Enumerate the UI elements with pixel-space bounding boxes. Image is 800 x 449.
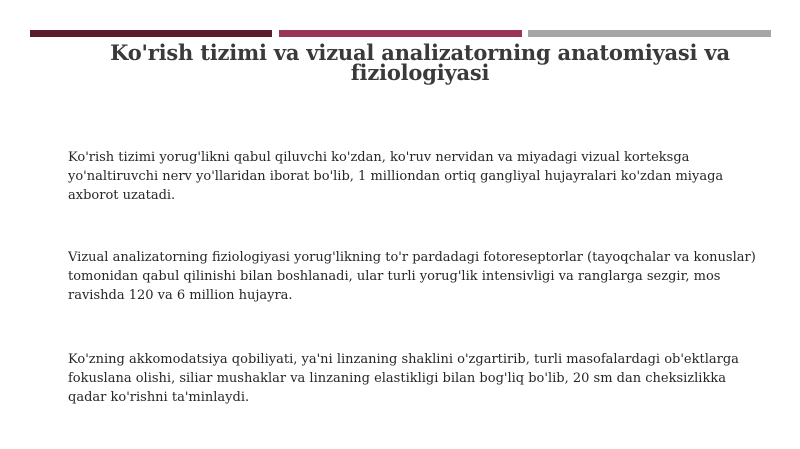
slide-title: Ko'rish tizimi va vizual analizatorning anatomiyasi va fiziologiyasi (110, 40, 730, 85)
paragraph-1: Ko'rish tizimi yorug'likni qabul qiluvchi ko'zdan, ko'ruv nervidan va miyadagi vizual korteksga yo'naltiruvchi nerv yo'llaridan iborat bo'lib, 1 milliondan ortiq gangliyal hujayralari ko'zdan miyaga axborot uzatadi. (68, 150, 724, 203)
accent-bar-left (30, 30, 272, 37)
accent-bar-right (528, 30, 771, 37)
paragraph-3: Ko'zning akkomodatsiya qobiliyati, ya'ni linzaning shaklini o'zgartirib, turli masofalardagi ob'ektlarga fokuslana olishi, siliar mushaklar va linzaning elastikligi bilan bog'liq bo'lib, 20 sm dan cheksizlikka qadar ko'rishni ta'minlaydi. (68, 352, 739, 405)
paragraph-2: Vizual analizatorning fiziologiyasi yorug'likning to'r pardadagi fotoreseptorlar (tayoqchalar va konuslar) tomonidan qabul qilinishi bilan boshlanadi, ular turli yorug'lik intensivligi va ranglarga sezgir, mos ravishda 120 va 6 million hujayra. (68, 250, 756, 303)
accent-bar-middle (279, 30, 522, 37)
